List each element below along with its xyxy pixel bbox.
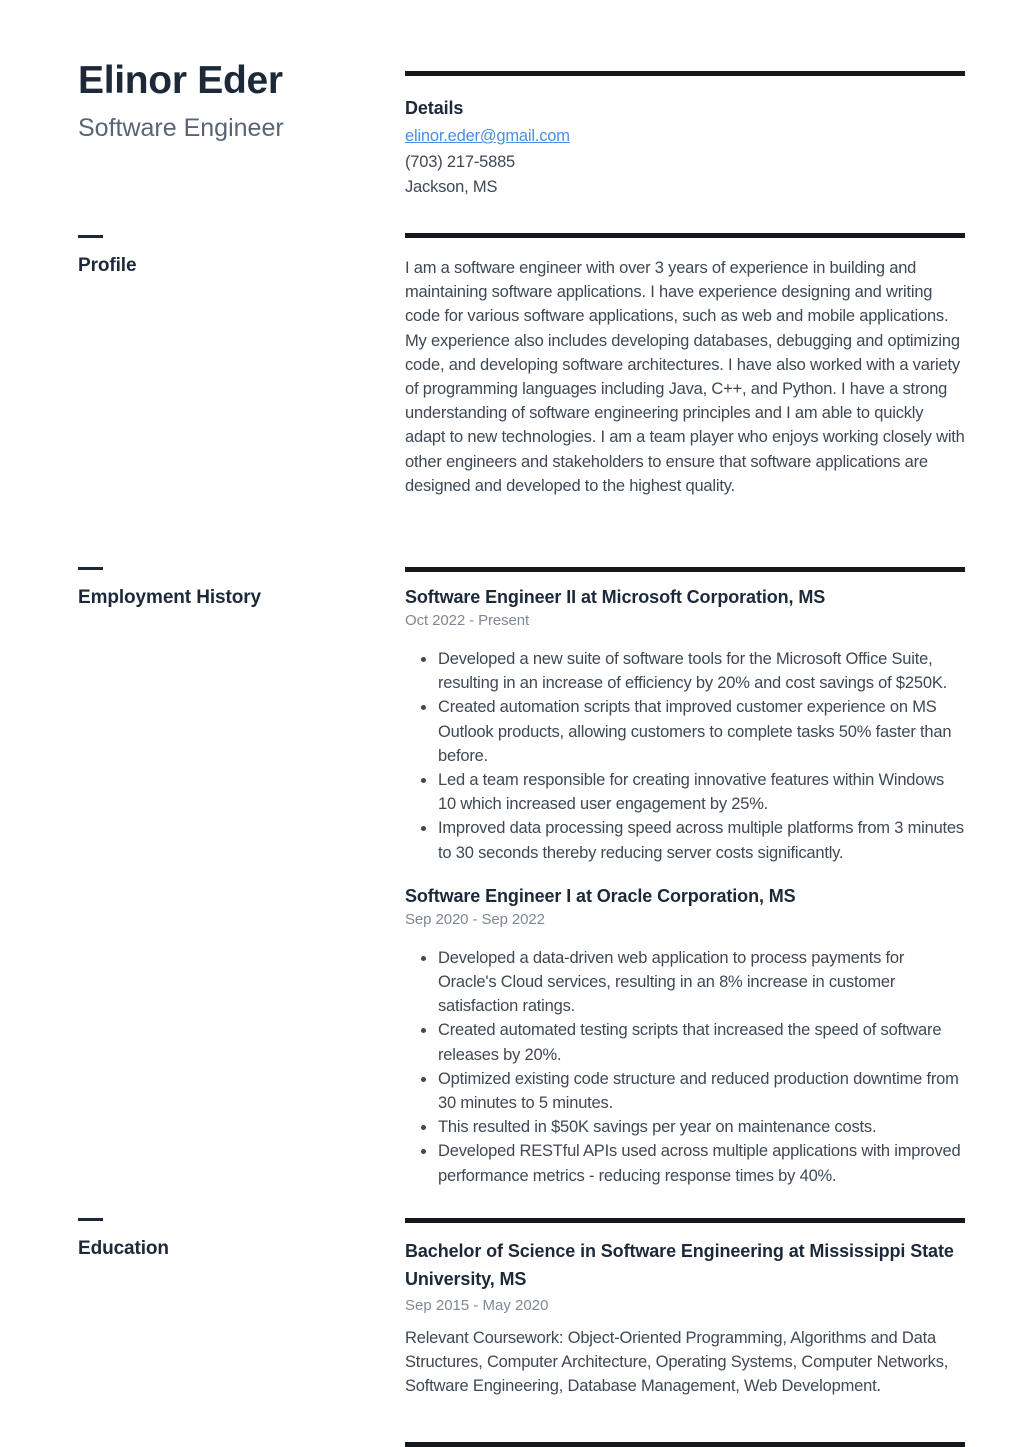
employment-section (405, 567, 965, 1188)
coursework-text: Relevant Coursework: Object-Oriented Programming, Algorithms and Data Structures, Computer Architecture, Operating Systems, Computer Networks, Software Engineering, Database Management, Web Development. (405, 1329, 949, 1396)
job-bullet: • Developed a new suite of software tools for the Microsoft Office Suite, resulting in an increase of efficiency by 20% and cost savings of $250K. (437, 647, 965, 695)
job-bullet: • Led a team responsible for creating innovative features within Windows 10 which increased user engagement by 25%. (437, 768, 965, 816)
job-bullet: • Created automation scripts that improved customer experience on MS Outlook products, allowing customers to complete tasks 50% faster than before. (437, 695, 965, 768)
degree-title: Bachelor of Science in Software Engineering at Mississippi State University, MS (405, 1241, 954, 1289)
section-rule (405, 71, 965, 76)
details-heading: Details (405, 98, 464, 118)
section-rule (405, 567, 965, 572)
section-dash (78, 1218, 103, 1221)
candidate-name: Elinor Eder (78, 59, 283, 102)
details-section (405, 71, 965, 201)
employment-section-label: Employment History (78, 587, 261, 608)
job-bullet: • This resulted in $50K savings per year on maintenance costs. (437, 1115, 965, 1139)
next-section-rule (405, 1442, 965, 1447)
sidebar-label-profile (78, 235, 378, 277)
job-dates: Sep 2020 - Sep 2022 (405, 910, 545, 928)
profile-section (405, 233, 965, 498)
phone-number: (703) 217-5885 (405, 152, 516, 171)
email-link[interactable]: elinor.eder@gmail.com (405, 127, 570, 145)
job-bullet: • Created automated testing scripts that increased the speed of software releases by 20%. (437, 1018, 965, 1066)
job-bullet: • Developed RESTful APIs used across multiple applications with improved performance metrics - reducing response times by 40%. (437, 1139, 965, 1187)
sidebar-label-education (78, 1218, 378, 1260)
job-bullet-list (405, 946, 965, 1188)
job-bullet: • Optimized existing code structure and reduced production downtime from 30 minutes to 5 minutes. (437, 1067, 965, 1115)
job-dates: Oct 2022 - Present (405, 612, 530, 629)
section-dash (78, 567, 103, 570)
location-text: Jackson, MS (405, 178, 498, 196)
section-dash (78, 235, 103, 238)
education-dates: Sep 2015 - May 2020 (405, 1297, 549, 1314)
job-bullet-list (405, 647, 965, 865)
sidebar-label-employment (78, 567, 378, 609)
job-bullet: • Improved data processing speed across multiple platforms from 3 minutes to 30 seconds thereby reducing server costs significantly. (437, 816, 965, 864)
job-entry (405, 586, 965, 865)
profile-section-label: Profile (78, 255, 137, 276)
education-section-label: Education (78, 1238, 169, 1259)
job-bullet: • Developed a data-driven web application to process payments for Oracle's Cloud services, resulting in an 8% increase in customer satisfaction ratings. (437, 946, 965, 1019)
job-title: Software Engineer II at Microsoft Corporation, MS (405, 587, 826, 607)
job-title: Software Engineer I at Oracle Corporation, MS (405, 885, 796, 906)
job-entry (405, 885, 965, 1188)
contact-list (405, 124, 965, 201)
profile-text: I am a software engineer with over 3 years of experience in building and maintaining software applications. I have experience designing and writing code for various software applications, such as web and mobile applications. My experience also includes developing databases, debugging and optimizing code, and developing software architectures. I have also worked with a variety of programming languages including Java, C++, and Python. I have a strong understanding of software engineering principles and I am able to quickly adapt to new technologies. I am a team player who enjoys working closely with other engineers and stakeholders to ensure that software applications are designed and developed to the highest quality. (405, 259, 965, 495)
candidate-title: Software Engineer (78, 114, 284, 143)
education-section (405, 1218, 965, 1399)
section-rule (405, 1218, 965, 1223)
name-block (78, 58, 284, 143)
section-rule (405, 233, 965, 238)
